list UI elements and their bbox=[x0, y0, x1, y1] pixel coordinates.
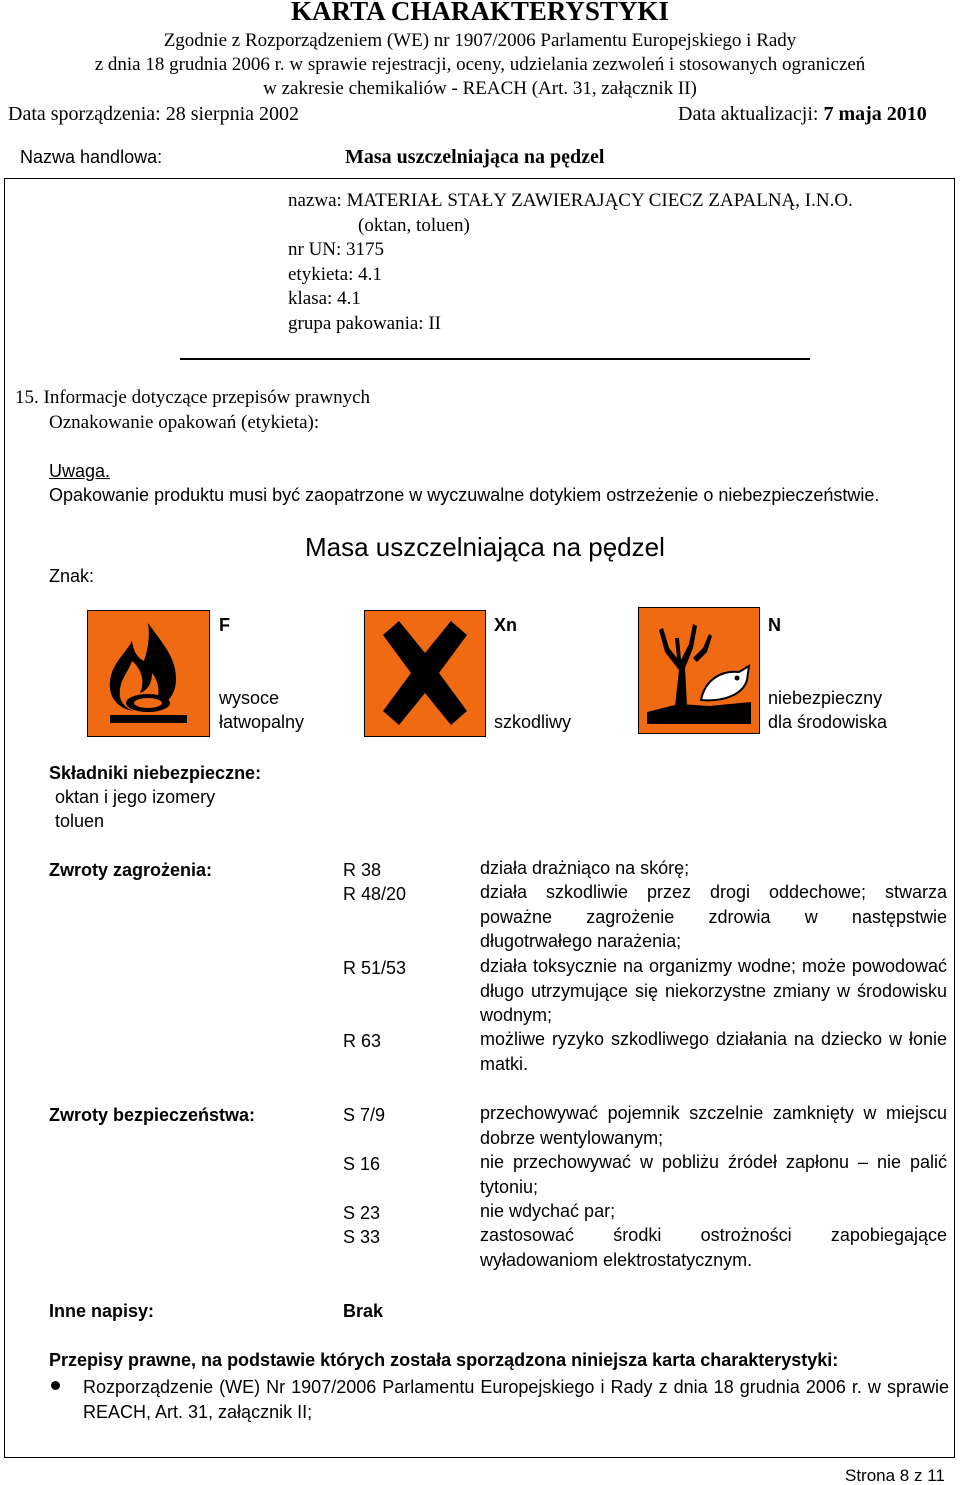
other-label: Inne napisy: bbox=[49, 1301, 155, 1321]
section-15-heading: 15. Informacje dotyczące przepisów prawnych bbox=[15, 387, 371, 408]
other-value: Brak bbox=[343, 1301, 384, 1321]
s-phrase-text: przechowywać pojemnik szczelnie zamknięty w miejscu dobrze wentylowanym; bbox=[480, 1103, 947, 1148]
transport-name-cont: (oktan, toluen) bbox=[358, 215, 470, 236]
section-15-subheading: Oznakowanie opakowań (etykieta): bbox=[49, 412, 320, 433]
transport-label: etykieta: 4.1 bbox=[288, 264, 382, 285]
ingredient-item: oktan i jego izomery bbox=[55, 787, 216, 807]
pictogram-n-line1: niebezpieczny bbox=[768, 688, 883, 708]
r-phrases-label: Zwroty zagrożenia: bbox=[49, 860, 213, 880]
bullet-icon bbox=[51, 1381, 60, 1390]
transport-un: nr UN: 3175 bbox=[288, 239, 385, 260]
flame-icon bbox=[88, 611, 209, 736]
date-updated-label: Data aktualizacji: bbox=[678, 103, 824, 125]
sign-label: Znak: bbox=[49, 566, 95, 586]
transport-packing: grupa pakowania: II bbox=[288, 313, 441, 334]
s-phrase-code: S 7/9 bbox=[343, 1105, 386, 1125]
note-label: Uwaga. bbox=[49, 461, 111, 481]
r-phrase-code: R 48/20 bbox=[343, 884, 407, 904]
pictogram-environment bbox=[638, 607, 760, 734]
pictogram-n-line2: dla środowiska bbox=[768, 712, 888, 732]
pictogram-harmful bbox=[364, 610, 486, 737]
label-product-name: Masa uszczelniająca na pędzel bbox=[305, 532, 665, 562]
pictogram-xn-code: Xn bbox=[494, 615, 518, 635]
legal-item: Rozporządzenie (WE) Nr 1907/2006 Parlamentu Europejskiego i Rady z dnia 18 grudnia 2006 r. w sprawie REACH, Art. 31, załącznik II; bbox=[83, 1377, 949, 1422]
pictogram-xn-line2: szkodliwy bbox=[494, 712, 572, 732]
date-created: Data sporządzenia: 28 sierpnia 2002 bbox=[8, 103, 300, 125]
legal-heading: Przepisy prawne, na podstawie których została sporządzona niniejsza karta charakterystyki: bbox=[49, 1350, 839, 1370]
pictogram-f-line1: wysoce bbox=[219, 688, 280, 708]
pictogram-f-line2: łatwopalny bbox=[219, 712, 305, 732]
note-text: Opakowanie produktu musi być zaopatrzone w wyczuwalne dotykiem ostrzeżenie o niebezpieczeństwie. bbox=[49, 485, 880, 505]
date-updated-value: 7 maja 2010 bbox=[823, 103, 927, 125]
r-phrase-text: działa szkodliwie przez drogi oddechowe; stwarza poważne zagrożenie zdrowia w następstwie długotrwałego narażenia; bbox=[480, 882, 947, 951]
ingredients-label: Składniki niebezpieczne: bbox=[49, 763, 262, 783]
transport-name-value: MATERIAŁ STAŁY ZAWIERAJĄCY CIECZ ZAPALNĄ, I.N.O. bbox=[346, 190, 853, 211]
s-phrase-code: S 33 bbox=[343, 1227, 381, 1247]
r-phrase-code: R 51/53 bbox=[343, 958, 407, 978]
page-number: Strona 8 z 11 bbox=[845, 1466, 945, 1485]
r-phrase-code: R 63 bbox=[343, 1031, 382, 1051]
r-phrase-text: działa toksycznie na organizmy wodne; może powodować długo utrzymujące się niekorzystne zmiany w środowisku wodnym; bbox=[480, 956, 947, 1025]
trade-name-value: Masa uszczelniająca na pędzel bbox=[345, 146, 605, 168]
s-phrase-code: S 16 bbox=[343, 1154, 381, 1174]
transport-class: klasa: 4.1 bbox=[288, 288, 361, 309]
regulation-line-2: z dnia 18 grudnia 2006 r. w sprawie rejestracji, oceny, udzielania zezwoleń i stosowanych ograniczeń bbox=[94, 54, 866, 75]
ingredient-item: toluen bbox=[55, 811, 105, 831]
regulation-line-3: w zakresie chemikaliów - REACH (Art. 31, załącznik II) bbox=[263, 78, 697, 99]
regulation-line-1: Zgodnie z Rozporządzeniem (WE) nr 1907/2006 Parlamentu Europejskiego i Rady bbox=[163, 30, 797, 51]
s-phrases-label: Zwroty bezpieczeństwa: bbox=[49, 1105, 256, 1125]
trade-name-label: Nazwa handlowa: bbox=[20, 147, 163, 167]
pictogram-n-code: N bbox=[768, 615, 781, 635]
environment-icon bbox=[639, 608, 759, 733]
transport-name bbox=[288, 191, 853, 210]
r-phrase-text: działa drażniąco na skórę; bbox=[480, 858, 690, 878]
date-updated bbox=[678, 104, 927, 124]
s-phrase-text: nie przechowywać w pobliżu źródeł zapłonu – nie palić tytoniu; bbox=[480, 1152, 947, 1197]
s-phrase-text: zastosować środki ostrożności zapobiegające wyładowaniom elektrostatycznym. bbox=[480, 1225, 947, 1270]
cross-icon bbox=[365, 611, 485, 736]
pictogram-f-code: F bbox=[219, 615, 230, 635]
s-phrase-code: S 23 bbox=[343, 1203, 381, 1223]
document-title: KARTA CHARAKTERYSTYKI bbox=[291, 0, 669, 26]
r-phrase-text: możliwe ryzyko szkodliwego działania na dziecko w łonie matki. bbox=[480, 1029, 947, 1074]
pictogram-flammable bbox=[87, 610, 210, 737]
r-phrase-code: R 38 bbox=[343, 860, 382, 880]
s-phrase-text: nie wdychać par; bbox=[480, 1201, 616, 1221]
section-divider bbox=[180, 358, 810, 360]
transport-name-label: nazwa: bbox=[288, 190, 342, 211]
